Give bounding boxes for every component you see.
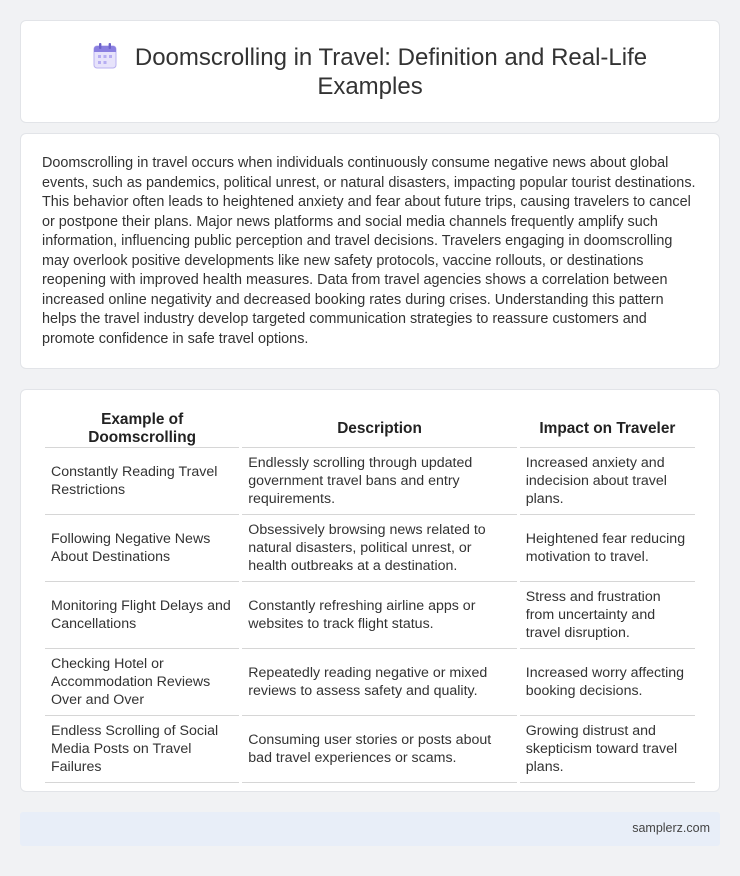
table-header-row xyxy=(45,411,695,448)
footer-site-link[interactable]: samplerz.com xyxy=(632,821,710,835)
header-impact: Impact on Traveler xyxy=(520,411,695,448)
header-example: Example of Doomscrolling xyxy=(45,411,239,448)
cell-description: Endlessly scrolling through updated government travel bans and entry requirements. xyxy=(242,448,516,515)
title-card xyxy=(20,20,720,123)
cell-example: Monitoring Flight Delays and Cancellations xyxy=(45,582,239,649)
table-row xyxy=(45,716,695,783)
page-title-text: Doomscrolling in Travel: Definition and Real-Life Examples xyxy=(134,44,648,100)
table-row xyxy=(45,448,695,515)
cell-example: Endless Scrolling of Social Media Posts on Travel Failures xyxy=(45,716,239,783)
cell-description: Repeatedly reading negative or mixed reviews to assess safety and quality. xyxy=(242,649,516,716)
table-row xyxy=(45,582,695,649)
cell-impact: Increased worry affecting booking decisions. xyxy=(520,649,695,716)
footer xyxy=(20,812,720,846)
cell-impact: Stress and frustration from uncertainty and travel disruption. xyxy=(520,582,695,649)
cell-impact: Growing distrust and skepticism toward travel plans. xyxy=(520,716,695,783)
cell-example: Following Negative News About Destinations xyxy=(45,515,239,582)
table-card xyxy=(20,389,720,792)
cell-example: Constantly Reading Travel Restrictions xyxy=(45,448,239,515)
table-row xyxy=(45,649,695,716)
cell-impact: Increased anxiety and indecision about travel plans. xyxy=(520,448,695,515)
cell-example: Checking Hotel or Accommodation Reviews Over and Over xyxy=(45,649,239,716)
page-title xyxy=(21,43,719,101)
calendar-icon xyxy=(93,43,117,69)
examples-table xyxy=(42,411,698,783)
cell-description: Constantly refreshing airline apps or websites to track flight status. xyxy=(242,582,516,649)
cell-description: Consuming user stories or posts about bad travel experiences or scams. xyxy=(242,716,516,783)
intro-card xyxy=(20,133,720,369)
header-description: Description xyxy=(242,411,516,448)
intro-paragraph: Doomscrolling in travel occurs when individuals continuously consume negative news about global events, such as pandemics, political unrest, or natural disasters, impacting popular tourist destinations. This behavior often leads to heightened anxiety and fear about future trips, causing travelers to cancel or postpone their plans. Major news platforms and social media channels frequently amplify such information, influencing public perception and travel decisions. Travelers engaging in doomscrolling may overlook positive developments like new safety protocols, vaccine rollouts, or destinations reopening with improved health measures. Data from travel agencies shows a correlation between increased online negativity and decreased booking rates during crises. Understanding this pattern helps the travel industry develop targeted communication strategies to reassure customers and promote confidence in safe travel options. xyxy=(42,155,696,347)
cell-impact: Heightened fear reducing motivation to travel. xyxy=(520,515,695,582)
table-row xyxy=(45,515,695,582)
cell-description: Obsessively browsing news related to natural disasters, political unrest, or health outbreaks at a destination. xyxy=(242,515,516,582)
